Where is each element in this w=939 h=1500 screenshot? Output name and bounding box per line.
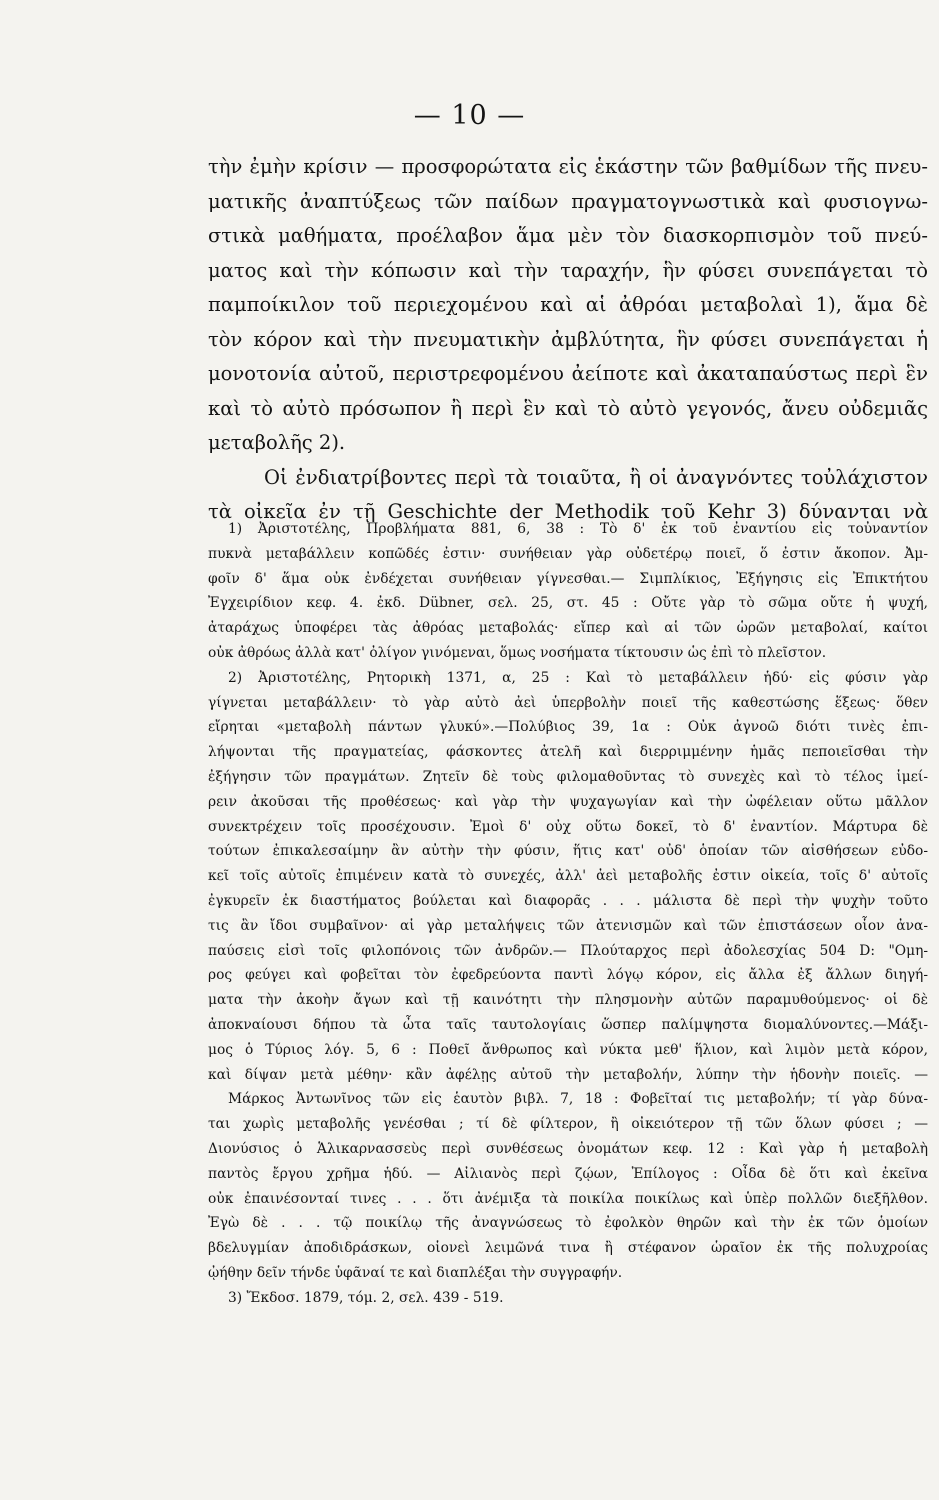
text-line: τὰ οἰκεῖα ἐν τῇ Geschichte der Methodik τοῦ Kehr 3) δύνανται νὰ (208, 500, 928, 523)
footnote-line: οὐκ ἐπαινέσονταί τινες . . . ὅτι ἀνέμιξα τὰ ποικίλα ποικίλως καὶ ὑπὲρ πολλῶν διεξῆλθον. (208, 1190, 928, 1207)
footnote-line: Διονύσιος ὁ Ἁλικαρνασσεὺς περὶ συνθέσεως ὀνομάτων κεφ. 12 : Καὶ γὰρ ἡ μεταβολὴ (208, 1140, 928, 1157)
footnote-line: συνεκτρέχειν τοῖς προσέχουσιν. Ἐμοὶ δ' οὐχ οὕτω δοκεῖ, τὸ δ' ἐναντίον. Μάρτυρα δὲ (208, 818, 928, 835)
footnote-line: Ἐγὼ δὲ . . . τῷ ποικίλῳ τῆς ἀναγνώσεως τὸ ἐφολκὸν θηρῶν καὶ τὴν ἐκ τῶν ὁμοίων (208, 1215, 928, 1232)
footnote-line: εἴρηται «μεταβολὴ πάντων γλυκύ».—Πολύβιος 39, 1α : Οὐκ ἀγνοῶ διότι τινὲς ἐπι- (208, 719, 928, 736)
footnote-line: ᾠήθην δεῖν τήνδε ὑφᾶναί τε καὶ διαπλέξαι τὴν συγγραφήν. (208, 1264, 623, 1281)
text-line: παμποίκιλον τοῦ περιεχομένου καὶ αἱ ἀθρόαι μεταβολαὶ 1), ἅμα δὲ (208, 293, 928, 316)
footnote-line: βδελυγμίαν ἀποδιδράσκων, οἱονεὶ λειμῶνά τινα ἢ στέφανον ὡραῖον ἐκ τῆς πολυχροίας (208, 1240, 928, 1257)
footnote-line: παύσεις εἰσὶ τοῖς φιλοπόνοις τῶν ἀνδρῶν.— Πλούταρχος περὶ ἀδολεσχίας 504 D: "Ομη- (208, 942, 928, 959)
text-line: Οἱ ἐνδιατρίβοντες περὶ τὰ τοιαῦτα, ἢ οἱ ἀναγνόντες τοὐλάχιστον (264, 465, 928, 489)
footnote-line: γίγνεται μεταβάλλειν· τὸ γὰρ αὐτὸ ἀεὶ ὑπερβολὴν ποιεῖ τῆς καθεστώσης ἕξεως· ὅθεν (208, 694, 928, 711)
text-line: ματος καὶ τὴν κόπωσιν καὶ τὴν ταραχήν, ἣν φύσει συνεπάγεται τὸ (208, 258, 928, 282)
footnote-line: πυκνὰ μεταβάλλειν κοπῶδές ἐστιν· συνήθειαν γὰρ οὐδετέρῳ ποιεῖ, ὅ ἐστιν ἄκοπον. Ἀμ- (208, 545, 928, 562)
footnote-line: ἀποκναίουσι δήπου τὰ ὦτα ταῖς ταυτολογίαις ὥσπερ παλίμψηστα διομαλύνοντες.—Μάξι- (208, 1016, 928, 1033)
text-line: ματικῆς ἀναπτύξεως τῶν παίδων πραγματογνωστικὰ καὶ φυσιογνω- (208, 189, 928, 213)
footnote-line: 2) Ἀριστοτέλης, Ρητορικὴ 1371, α, 25 : Καὶ τὸ μεταβάλλειν ἡδύ· εἰς φύσιν γὰρ (228, 669, 928, 686)
footnote-line: ται χωρὶς μεταβολῆς γενέσθαι ; τί δὲ φίλτερον, ἢ οἰκειότερον τῇ τῶν ὅλων φύσει ; — (208, 1116, 928, 1133)
footnote-line: Μάρκος Ἀντωνῖνος τῶν εἰς ἑαυτὸν βιβλ. 7, 18 : Φοβεῖταί τις μεταβολήν; τί γὰρ δύνα- (228, 1091, 928, 1108)
footnote-line: τούτων ἐπικαλεσαίμην ἂν αὐτὴν τὴν φύσιν, ἥτις κατ' οὐδ' ὁποίαν τῶν αἰσθήσεων εὐδο- (208, 843, 928, 860)
footnote-line: λήψονται τῆς πραγματείας, φάσκοντες ἀτελῆ καὶ διερριμμένην ἡμᾶς πεποιεῖσθαι τὴν (208, 744, 928, 761)
text-line: μεταβολῆς 2). (208, 431, 346, 454)
footnote-line: ἀταράχως ὑποφέρει τὰς ἀθρόας μεταβολάς· εἴπερ καὶ αἱ τῶν ὡρῶν μεταβολαί, καίτοι (208, 620, 928, 637)
footnotes-block (208, 517, 928, 1311)
text-line: καὶ τὸ αὐτὸ πρόσωπον ἢ περὶ ἓν καὶ τὸ αὐτὸ γεγονός, ἄνευ οὐδεμιᾶς (208, 396, 928, 420)
footnote-line: ἐγκυρεῖν ἐκ διαστήματος βούλεται καὶ διαφορᾶς . . . μάλιστα δὲ περὶ τὴν ψυχὴν τοῦτο (208, 892, 928, 909)
footnote-line: οὐκ ἀθρόως ἀλλὰ κατ' ὀλίγον γινόμεναι, ὅμως νοσήματα τίκτουσιν ὡς ἐπὶ τὸ πλεῖστον. (208, 644, 827, 661)
main-text-block (208, 150, 928, 530)
footnote-line: ματα τὴν ἀκοὴν ἄγων καὶ τῇ καινότητι τὴν πλησμονὴν αὐτῶν παραμυθούμενος· οἱ δὲ (208, 992, 928, 1009)
footnote-line: ρειν ἀκοῦσαι τῆς προθέσεως· καὶ γὰρ τὴν ψυχαγωγίαν καὶ τὴν ὠφέλειαν οὕτω μᾶλλον (208, 793, 928, 810)
text-line: μονοτονία αὐτοῦ, περιστρεφομένου ἀείποτε καὶ ἀκαταπαύστως περὶ ἓν (208, 362, 928, 385)
footnote-line: ἐξήγησιν τῶν πραγμάτων. Ζητεῖν δὲ τοὺς φιλομαθοῦντας τὸ συνεχὲς καὶ τὸ τέλος ἱμεί- (208, 768, 928, 785)
footnote-line: 3) Ἔκδοσ. 1879, τόμ. 2, σελ. 439 - 519. (228, 1289, 504, 1306)
footnote-line: ρος φεύγει καὶ φοβεῖται τὸν ἐφεδρεύοντα παντὶ λόγῳ κόρον, εἰς ἄλλα ἐξ ἄλλων διηγή- (208, 967, 928, 984)
footnote-line: μος ὁ Τύριος λόγ. 5, 6 : Ποθεῖ ἄνθρωπος καὶ νύκτα μεθ' ἥλιον, καὶ λιμὸν μετὰ κόρον, (208, 1041, 928, 1058)
footnote-line: κεῖ τοῖς αὐτοῖς ἐπιμένειν κατὰ τὸ συνεχές, ἀλλ' ἀεὶ μεταβολῆς ἐστιν οἰκεία, τοῖς δ' αὐτοῖς (208, 868, 928, 885)
footnote-line: παντὸς ἔργου χρῆμα ἡδύ. — Αἰλιανὸς περὶ ζῴων, Ἐπίλογος : Οἶδα δὲ ὅτι καὶ ἐκεῖνα (208, 1165, 928, 1182)
footnote-line: καὶ δίψαν μετὰ μέθην· κἂν ἀφέλῃς αὐτοῦ τὴν μεταβολήν, λύπην τὴν ἡδονὴν ποιεῖς. — (208, 1066, 928, 1083)
text-line: στικὰ μαθήματα, προέλαβον ἅμα μὲν τὸν διασκορπισμὸν τοῦ πνεύ- (208, 224, 928, 247)
text-line: τὸν κόρον καὶ τὴν πνευματικὴν ἀμβλύτητα, ἣν φύσει συνεπάγεται ἡ (208, 327, 928, 351)
text-line: τὴν ἐμὴν κρίσιν — προσφορώτατα εἰς ἑκάστην τῶν βαθμίδων τῆς πνευ- (208, 155, 928, 178)
footnote-line: τις ἂν ἴδοι συμβαῖνον· αἱ γὰρ μεταλήψεις τῶν ἀτενισμῶν καὶ τῶν ἐπιστάσεων οἷον ἀνα- (208, 917, 928, 934)
footnote-line: Ἐγχειρίδιον κεφ. 4. ἐκδ. Dübner, σελ. 25, στ. 45 : Οὔτε γὰρ τὸ σῶμα οὔτε ἡ ψυχή, (208, 595, 928, 612)
page-number: — 10 — (413, 100, 526, 131)
footnote-line: φοῖν δ' ἅμα οὐκ ἐνδέχεται συνήθειαν γίγνεσθαι.— Σιμπλίκιος, Ἐξήγησις εἰς Ἐπικτήτου (208, 570, 928, 587)
footnote-line: 1) Ἀριστοτέλης, Προβλήματα 881, 6, 38 : Τὸ δ' ἐκ τοῦ ἐναντίου εἰς τοὐναντίον (228, 521, 928, 537)
